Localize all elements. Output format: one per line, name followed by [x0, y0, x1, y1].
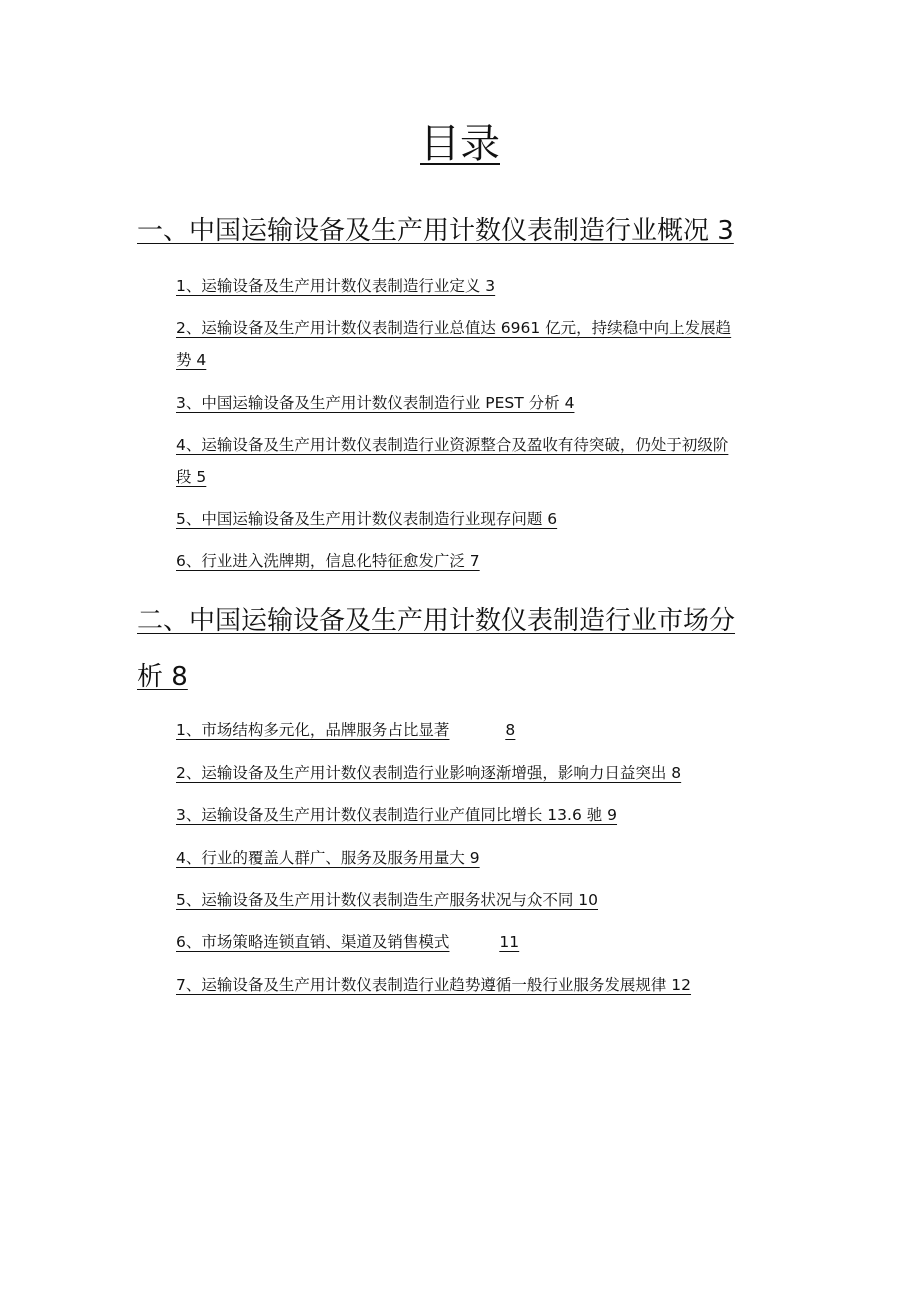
toc-item-1-2[interactable]: 2、运输设备及生产用计数仪表制造行业总值达 6961 亿元，持续稳中向上发展趋 [176, 319, 732, 337]
toc-item-1-1[interactable]: 1、运输设备及生产用计数仪表制造行业定义 3 [176, 277, 496, 295]
toc-item-1-5[interactable]: 5、中国运输设备及生产用计数仪表制造行业现存问题 6 [176, 510, 558, 528]
toc-item-2-7[interactable]: 7、运输设备及生产用计数仪表制造行业趋势遵循一般行业服务发展规律 12 [176, 976, 692, 994]
toc-item-1-3[interactable]: 3、中国运输设备及生产用计数仪表制造行业 PEST 分析 4 [176, 394, 575, 412]
toc-item-1-6[interactable]: 6、行业进入洗牌期，信息化特征愈发广泛 7 [176, 552, 480, 570]
toc-section-1-heading[interactable]: 一、中国运输设备及生产用计数仪表制造行业概况 3 [137, 216, 734, 246]
toc-item-2-5[interactable]: 5、运输设备及生产用计数仪表制造生产服务状况与众不同 10 [176, 891, 599, 909]
toc-item-1-4[interactable]: 4、运输设备及生产用计数仪表制造行业资源整合及盈收有待突破，仍处于初级阶 [176, 436, 729, 454]
toc-title: 目录 [420, 121, 500, 167]
toc-item-2-6[interactable]: 6、市场策略连锁直销、渠道及销售模式 11 [176, 933, 520, 951]
toc-section-2-heading-continued[interactable]: 析 8 [137, 662, 188, 692]
toc-item-2-1[interactable]: 1、市场结构多元化，品牌服务占比显著 8 [176, 721, 516, 739]
toc-item-1-4-continued[interactable]: 段 5 [176, 468, 207, 486]
toc-item-1-2-continued[interactable]: 势 4 [176, 351, 207, 369]
toc-item-2-2[interactable]: 2、运输设备及生产用计数仪表制造行业影响逐渐增强，影响力日益突出 8 [176, 764, 682, 782]
toc-item-2-4[interactable]: 4、行业的覆盖人群广、服务及服务用量大 9 [176, 849, 480, 867]
toc-item-2-3[interactable]: 3、运输设备及生产用计数仪表制造行业产值同比增长 13.6 驰 9 [176, 806, 618, 824]
toc-section-2-heading[interactable]: 二、中国运输设备及生产用计数仪表制造行业市场分 [137, 606, 736, 636]
